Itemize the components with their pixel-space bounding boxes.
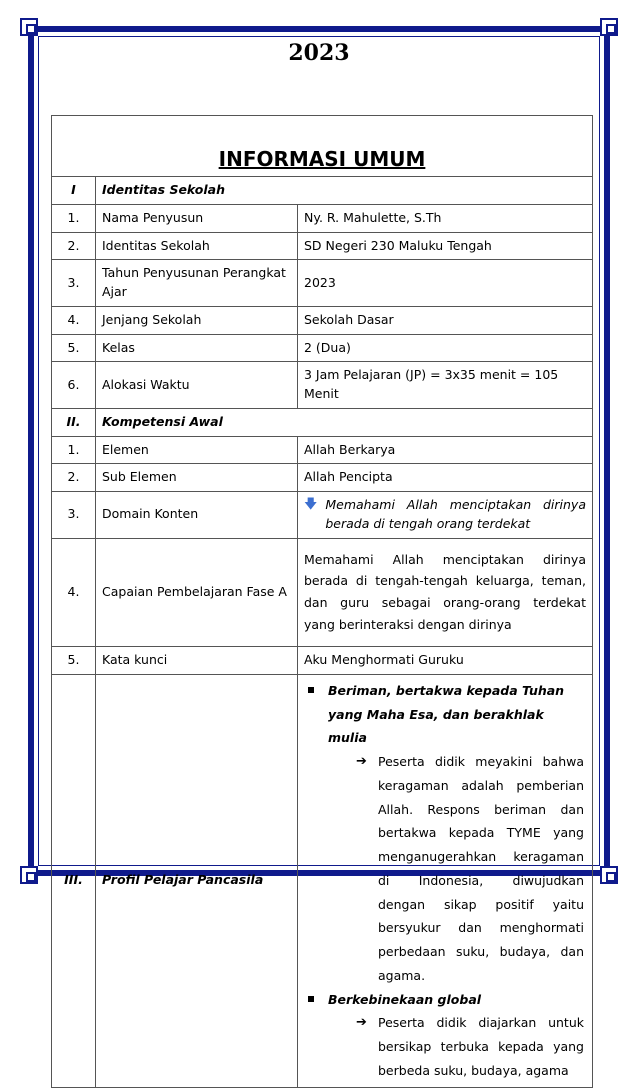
- square-bullet-icon: [308, 687, 314, 693]
- row-value: Aku Menghormati Guruku: [298, 647, 593, 675]
- row-label: Elemen: [96, 436, 298, 464]
- table-row: [52, 362, 593, 409]
- arrow-right-icon: ➔: [356, 754, 367, 769]
- row-number: 2.: [52, 464, 96, 492]
- section-label: Kompetensi Awal: [96, 408, 593, 436]
- section-row: [52, 408, 593, 436]
- row-value: [298, 492, 593, 539]
- row-value: Allah Berkarya: [298, 436, 593, 464]
- row-number: 1.: [52, 204, 96, 232]
- row-value: 2023: [298, 260, 593, 307]
- row-label: Capaian Pembelajaran Fase A: [96, 538, 298, 647]
- row-value: SD Negeri 230 Maluku Tengah: [298, 232, 593, 260]
- section-label: Identitas Sekolah: [96, 177, 593, 205]
- table-row: [52, 232, 593, 260]
- corner-ornament-icon: [600, 866, 618, 884]
- corner-ornament-icon: [20, 866, 38, 884]
- row-value: 3 Jam Pelajaran (JP) = 3x35 menit = 105 Menit: [298, 362, 593, 409]
- row-label: Kelas: [96, 334, 298, 362]
- row-number: 1.: [52, 436, 96, 464]
- domain-text: Memahami Allah menciptakan dirinya berada di tengah orang terdekat: [325, 497, 586, 531]
- row-number: 4.: [52, 306, 96, 334]
- row-value: 2 (Dua): [298, 334, 593, 362]
- table-row: [52, 436, 593, 464]
- table-row: [52, 647, 593, 675]
- row-label: Sub Elemen: [96, 464, 298, 492]
- list-item: [306, 679, 584, 750]
- row-value: Allah Pencipta: [298, 464, 593, 492]
- arrow-right-icon: ➔: [356, 1015, 367, 1031]
- document-year: 2023: [288, 40, 350, 66]
- row-value: Sekolah Dasar: [298, 306, 593, 334]
- title-row: [52, 116, 593, 177]
- list-item: [356, 1011, 584, 1082]
- section-number: II.: [52, 408, 96, 436]
- row-label: Alokasi Waktu: [96, 362, 298, 409]
- profil-heading: Beriman, bertakwa kepada Tuhan yang Maha Esa, dan berakhlak mulia: [328, 682, 565, 746]
- table-row: [52, 334, 593, 362]
- list-item: [356, 750, 584, 988]
- page-title: INFORMASI UMUM: [52, 116, 593, 177]
- row-value: Memahami Allah menciptakan dirinya berada di tengah-tengah keluarga, teman, dan guru sebagai orang-orang terdekat yang berinteraksi dengan dirinya: [298, 538, 593, 647]
- info-table: [51, 115, 593, 1088]
- list-item: [306, 988, 584, 1012]
- corner-ornament-icon: [20, 18, 38, 36]
- row-number: 6.: [52, 362, 96, 409]
- profil-cell: [298, 674, 593, 1087]
- row-number: 5.: [52, 647, 96, 675]
- table-row: [52, 464, 593, 492]
- profil-heading: Berkebinekaan global: [328, 991, 482, 1007]
- profil-detail: Peserta didik diajarkan untuk bersikap terbuka kepada yang berbeda suku, budaya, agama: [378, 1015, 584, 1078]
- row-label: Nama Penyusun: [96, 204, 298, 232]
- table-row: [52, 538, 593, 647]
- row-label: Tahun Penyusunan Perangkat Ajar: [96, 260, 298, 307]
- arrow-down-bullet-icon: 🡇: [304, 497, 318, 512]
- row-label: Jenjang Sekolah: [96, 306, 298, 334]
- row-number: 3.: [52, 492, 96, 539]
- table-row: [52, 204, 593, 232]
- section-row: [52, 177, 593, 205]
- profil-detail: Peserta didik meyakini bahwa keragaman adalah pemberian Allah. Respons beriman dan bertakwa kepada TYME yang menganugerahkan keragaman di Indonesia, diwujudkan dengan sikap positif yaitu bersyukur dan menghormati perbedaan suku, budaya, dan agama.: [378, 754, 584, 983]
- row-label: Domain Konten: [96, 492, 298, 539]
- row-number: 4.: [52, 538, 96, 647]
- row-label: Identitas Sekolah: [96, 232, 298, 260]
- section-label: Profil Pelajar Pancasila: [96, 674, 298, 1087]
- table-row: [52, 492, 593, 539]
- corner-ornament-icon: [600, 18, 618, 36]
- row-number: 5.: [52, 334, 96, 362]
- table-row: [52, 306, 593, 334]
- row-value: Ny. R. Mahulette, S.Th: [298, 204, 593, 232]
- section-row: [52, 674, 593, 1087]
- row-number: 3.: [52, 260, 96, 307]
- row-label: Kata kunci: [96, 647, 298, 675]
- section-number: III.: [52, 674, 96, 1087]
- table-row: [52, 260, 593, 307]
- square-bullet-icon: [308, 996, 314, 1002]
- section-number: I: [52, 177, 96, 205]
- row-number: 2.: [52, 232, 96, 260]
